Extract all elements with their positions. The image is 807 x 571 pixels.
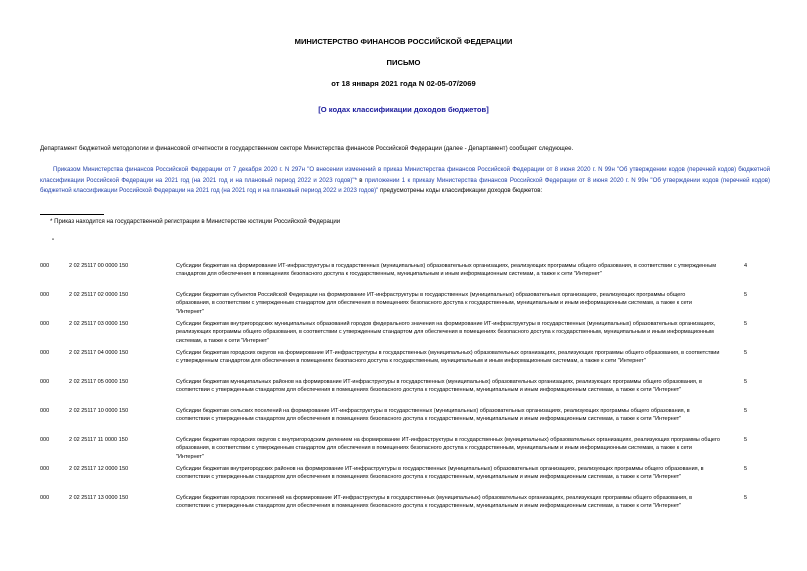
table-row — [0, 494, 807, 523]
page-number-cell: 5 — [744, 350, 748, 356]
table-row — [0, 349, 807, 378]
table-row — [0, 320, 807, 349]
description-cell: Субсидии бюджетам городских поселений на формирование ИТ-инфраструктуры в государственных (муниципальных) образовательных организациях, реализующих программы общего образования, в соответствии с утвержденным стандартом для обеспечения в помещениях безопасного доступа к государственным, муниципальным и иным информационным системам, а также к сети "Интернет" — [176, 495, 693, 510]
page-number-cell: 5 — [744, 379, 748, 385]
description-cell: Субсидии бюджетам внутригородских районов на формирование ИТ-инфраструктуры в государственных (муниципальных) образовательных организациях, реализующих программы общего образования, в соответствии с утвержденным стандартом для обеспечения в помещениях безопасного доступа к государственным, муниципальным и иным информационным системам, а также к сети "Интернет" — [176, 466, 704, 481]
page-number-cell: 5 — [744, 466, 748, 472]
admin-code-cell: 000 — [40, 495, 50, 501]
income-code-cell: 2 02 25117 03 0000 150 — [69, 321, 129, 327]
document-subject: [О кодах классификации доходов бюджетов] — [318, 105, 489, 114]
page-number-cell: 5 — [744, 408, 748, 414]
admin-code-cell: 000 — [40, 350, 50, 356]
document-date-number: от 18 января 2021 года N 02-05-07/2069 — [331, 79, 476, 88]
description-cell: Субсидии бюджетам на формирование ИТ-инфраструктуры в государственных (муниципальных) образовательных организациях, реализующих программы общего образования, в соответствии с утвержденным стандартом для обеспечения в помещениях безопасного доступа к государственным, муниципальным и иным информационным системам, а также к сети "Интернет" — [176, 263, 716, 278]
page-number-cell: 5 — [744, 437, 748, 443]
income-code-cell: 2 02 25117 00 0000 150 — [69, 263, 129, 269]
description-cell: Субсидии бюджетам сельских поселений на формирование ИТ-инфраструктуры в государственных (муниципальных) образовательных организациях, реализующих программы общего образования, в соответствии с утвержденным стандартом для обеспечения в помещениях безопасного доступа к государственным, муниципальным и иным информационным системам, а также к сети "Интернет" — [176, 408, 690, 423]
admin-code-cell: 000 — [40, 437, 50, 443]
admin-code-cell: 000 — [40, 466, 50, 472]
income-code-cell: 2 02 25117 04 0000 150 — [69, 350, 129, 356]
income-code-cell: 2 02 25117 10 0000 150 — [69, 408, 129, 414]
ministry-heading: МИНИСТЕРСТВО ФИНАНСОВ РОССИЙСКОЙ ФЕДЕРАЦИИ — [294, 37, 513, 46]
income-code-cell: 2 02 25117 13 0000 150 — [69, 495, 129, 501]
table-row — [0, 378, 807, 407]
admin-code-cell: 000 — [40, 408, 50, 414]
admin-code-cell: 000 — [40, 321, 50, 327]
description-cell: Субсидии бюджетам внутригородских муниципальных образований городов федерального значения на формирование ИТ-инфраструктуры в государственных (муниципальных) образовательных организациях, реализующих программы общего образования, в соответствии с утвержденным стандартом для обеспечения в помещениях безопасного доступа к государственным, муниципальным и иным информационным системам, а также к сети "Интернет" — [176, 321, 716, 344]
order-tail: предусмотрены коды классификации доходов бюджетов: — [378, 187, 543, 195]
footnote-divider — [40, 214, 104, 215]
description-cell: Субсидии бюджетам субъектов Российской Федерации на формирование ИТ-инфраструктуры в государственных (муниципальных) образовательных организациях, реализующих программы общего образования, в соответствии с утвержденным стандартом для обеспечения в помещениях безопасного доступа к государственным, муниципальным и иным информационным системам, а также к сети "Интернет" — [176, 292, 692, 315]
description-cell: Субсидии бюджетам городских округов с внутригородским делением на формирование ИТ-инфраструктуры в государственных (муниципальных) образовательных организациях, реализующих программы общего образования, в соответствии с утвержденным стандартом для обеспечения в помещениях безопасного доступа к государственным, муниципальным и иным информационным системам, а также к сети "Интернет" — [176, 437, 720, 460]
description-cell: Субсидии бюджетам городских округов на формирование ИТ-инфраструктуры в государственных (муниципальных) образовательных организациях, реализующих программы общего образования, в соответствии с утвержденным стандартом для обеспечения в помещениях безопасного доступа к государственным, муниципальным и иным информационным системам, а также к сети "Интернет" — [176, 350, 720, 365]
order-link[interactable]: Приказом Министерства финансов Российской Федерации от 7 декабря 2020 г. N 297н "О внесении изменений в приказ Министерства финансов Российской Федерации от 8 июня 2020 г. N 99н "Об утверждении кодов (перечней кодов) бюджетной классификации Российской Федерации на 2021 год (на 2021 год и на плановый период 2022 и 2023 годов)"* — [40, 166, 770, 184]
intro-paragraph: Департамент бюджетной методологии и финансовой отчетности в государственном секторе Министерства финансов Российской Федерации (далее - Департамент) сообщает следующее. — [40, 145, 574, 152]
page-number-cell: 5 — [744, 495, 748, 501]
footnote-text: * Приказ находится на государственной регистрации в Министерстве юстиции Российской Федерации — [50, 218, 341, 225]
table-row — [0, 465, 807, 494]
document-type: ПИСЬМО — [386, 58, 421, 67]
appendix-link[interactable]: приложении 1 к приказу Министерства финансов Российской Федерации от 8 июня 2020 г. N 99н "Об утверждении кодов (перечней кодов) бюджетной классификации Российской Федерации на 2021 год (на 2021 год и на плановый период 2022 и 2023 годов)" — [40, 176, 770, 195]
page-number-cell: 4 — [744, 263, 748, 269]
quote-mark: " — [52, 238, 55, 245]
table-row — [0, 407, 807, 436]
page-number-cell: 5 — [744, 321, 748, 327]
description-cell: Субсидии бюджетам муниципальных районов на формирование ИТ-инфраструктуры в государственных (муниципальных) образовательных организациях, реализующих программы общего образования, в соответствии с утвержденным стандартом для обеспечения в помещениях безопасного доступа к государственным, муниципальным и иным информационным системам, а также к сети "Интернет" — [176, 379, 702, 394]
table-row — [0, 436, 807, 465]
page-number-cell: 5 — [744, 292, 748, 298]
income-code-cell: 2 02 25117 05 0000 150 — [69, 379, 129, 385]
order-paragraph — [40, 165, 770, 197]
income-code-cell: 2 02 25117 02 0000 150 — [69, 292, 129, 298]
admin-code-cell: 000 — [40, 379, 50, 385]
income-code-cell: 2 02 25117 11 0000 150 — [69, 437, 128, 443]
income-code-cell: 2 02 25117 12 0000 150 — [69, 466, 129, 472]
codes-table — [0, 262, 807, 523]
table-row — [0, 291, 807, 320]
order-text: в — [356, 176, 365, 184]
admin-code-cell: 000 — [40, 292, 50, 298]
admin-code-cell: 000 — [40, 263, 50, 269]
table-row — [0, 262, 807, 291]
